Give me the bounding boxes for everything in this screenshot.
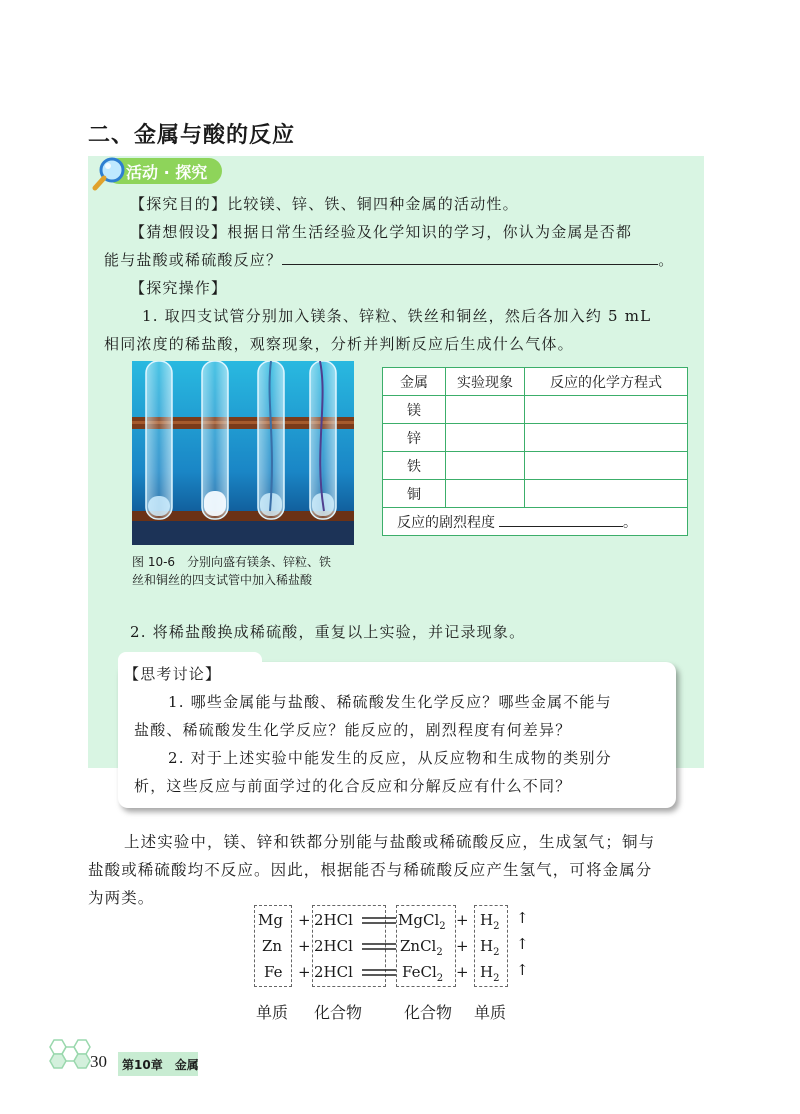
acid-hcl: 2HCl xyxy=(314,963,353,981)
header-phenomenon: 实验现象 xyxy=(446,368,525,396)
figure-caption-line1: 图 10-6 分别向盛有镁条、锌粒、铁 xyxy=(132,555,332,569)
test-tubes-photo xyxy=(132,361,354,545)
cell-phenomenon xyxy=(446,480,525,508)
summary-blank xyxy=(499,512,623,527)
salt-base: ZnCl xyxy=(400,937,437,955)
summary-cell xyxy=(383,508,688,536)
equals-sign xyxy=(362,917,396,925)
gas-subscript: 2 xyxy=(493,921,500,932)
tube-2 xyxy=(202,361,228,519)
gas-h2 xyxy=(480,911,499,932)
hypothesis-end: 。 xyxy=(658,251,675,269)
table-row xyxy=(383,452,688,480)
salt-subscript: 2 xyxy=(436,973,444,984)
tube-3 xyxy=(258,361,284,519)
hypothesis-question: 能与盐酸或稀硫酸反应？ xyxy=(104,251,283,269)
table-summary-row xyxy=(383,508,688,536)
metal-mg: Mg xyxy=(258,911,283,929)
salt-base: FeCl xyxy=(402,963,437,981)
summary-end: 。 xyxy=(623,514,637,531)
cell-equation xyxy=(525,452,688,480)
cell-phenomenon xyxy=(446,424,525,452)
salt-mgcl2 xyxy=(398,911,446,932)
salt-fecl2 xyxy=(402,963,443,984)
table-row xyxy=(383,396,688,424)
plus-sign: + xyxy=(298,963,311,981)
cell-phenomenon xyxy=(446,396,525,424)
step1-line1: 1. 取四支试管分别加入镁条、锌粒、铁丝和铜丝，然后各加入约 5 mL xyxy=(142,307,652,325)
tube-1 xyxy=(146,361,172,519)
equals-sign xyxy=(362,943,396,951)
page-number: 30 xyxy=(90,1052,107,1071)
hypothesis-line2 xyxy=(104,246,674,274)
operation-title: 【探究操作】 xyxy=(130,279,228,297)
plus-sign: + xyxy=(456,963,469,981)
cell-equation xyxy=(525,396,688,424)
label-compound: 化合物 xyxy=(314,1003,363,1022)
chapter-label: 第10章 金属 xyxy=(122,1058,199,1072)
row-metal-fe: 铁 xyxy=(383,452,446,480)
gas-base: H xyxy=(480,963,494,981)
salt-subscript: 2 xyxy=(439,921,446,932)
gas-h2 xyxy=(480,963,499,984)
body-line2: 盐酸或稀硫酸均不反应。因此，根据能否与稀硫酸反应产生氢气，可将金属分 xyxy=(88,861,653,879)
row-metal-zn: 锌 xyxy=(383,424,446,452)
figure-caption xyxy=(132,553,372,589)
tube-4 xyxy=(310,361,336,519)
cell-equation xyxy=(525,480,688,508)
hypothesis-line1: 【猜想假设】根据日常生活经验及化学知识的学习，你认为金属是否都 xyxy=(130,223,633,241)
plus-sign: + xyxy=(456,911,469,929)
gas-arrow-icon: ↑ xyxy=(516,909,529,927)
discussion-q1-line1: 1. 哪些金属能与盐酸、稀硫酸发生化学反应？哪些金属不能与 xyxy=(168,693,612,711)
discussion-title: 【思考讨论】 xyxy=(124,665,222,683)
gas-arrow-icon: ↑ xyxy=(516,961,529,979)
gas-h2 xyxy=(480,937,499,958)
discussion-q2-line1: 2. 对于上述实验中能发生的反应，从反应物和生成物的类别分 xyxy=(168,749,612,767)
section-title: 二、金属与酸的反应 xyxy=(88,123,296,148)
gas-subscript: 2 xyxy=(493,947,500,958)
cell-phenomenon xyxy=(446,452,525,480)
salt-base: MgCl xyxy=(398,911,440,929)
acid-hcl: 2HCl xyxy=(314,937,353,955)
activity-label: 活动 · 探究 xyxy=(126,163,208,182)
summary-label: 反应的剧烈程度 xyxy=(397,514,495,531)
gas-base: H xyxy=(480,937,494,955)
table-row xyxy=(383,480,688,508)
discussion-q1-line2: 盐酸、稀硫酸发生化学反应？能反应的，剧烈程度有何差异？ xyxy=(134,721,572,739)
equals-sign xyxy=(362,969,396,977)
body-line1: 上述实验中，镁、锌和铁都分别能与盐酸或稀硫酸反应，生成氢气；铜与 xyxy=(124,833,656,851)
body-line3: 为两类。 xyxy=(88,889,155,907)
row-metal-mg: 镁 xyxy=(383,396,446,424)
gas-arrow-icon: ↑ xyxy=(516,935,529,953)
header-equation: 反应的化学方程式 xyxy=(525,368,688,396)
gas-base: H xyxy=(480,911,494,929)
step1-line2: 相同浓度的稀盐酸，观察现象，分析并判断反应后生成什么气体。 xyxy=(104,335,574,353)
plus-sign: + xyxy=(298,937,311,955)
salt-zncl2 xyxy=(400,937,443,958)
table-row xyxy=(383,424,688,452)
salt-subscript: 2 xyxy=(436,947,443,958)
hypothesis-blank xyxy=(282,248,658,265)
plus-sign: + xyxy=(456,937,469,955)
acid-hcl: 2HCl xyxy=(314,911,353,929)
label-element: 单质 xyxy=(474,1003,507,1022)
plus-sign: + xyxy=(298,911,311,929)
result-table xyxy=(382,367,688,536)
label-compound: 化合物 xyxy=(404,1003,453,1022)
table-header-row xyxy=(383,368,688,396)
label-element: 单质 xyxy=(256,1003,289,1022)
metal-fe: Fe xyxy=(264,963,283,981)
metal-zn: Zn xyxy=(262,937,283,955)
discussion-q2-line2: 析，这些反应与前面学过的化合反应和分解反应有什么不同？ xyxy=(134,777,572,795)
row-metal-cu: 铜 xyxy=(383,480,446,508)
purpose-text: 【探究目的】比较镁、锌、铁、铜四种金属的活动性。 xyxy=(130,195,519,213)
figure-caption-line2: 丝和铜丝的四支试管中加入稀盐酸 xyxy=(132,573,313,587)
header-metal: 金属 xyxy=(383,368,446,396)
step2-text: 2. 将稀盐酸换成稀硫酸，重复以上实验，并记录现象。 xyxy=(130,623,526,641)
cell-equation xyxy=(525,424,688,452)
gas-subscript: 2 xyxy=(493,973,500,984)
